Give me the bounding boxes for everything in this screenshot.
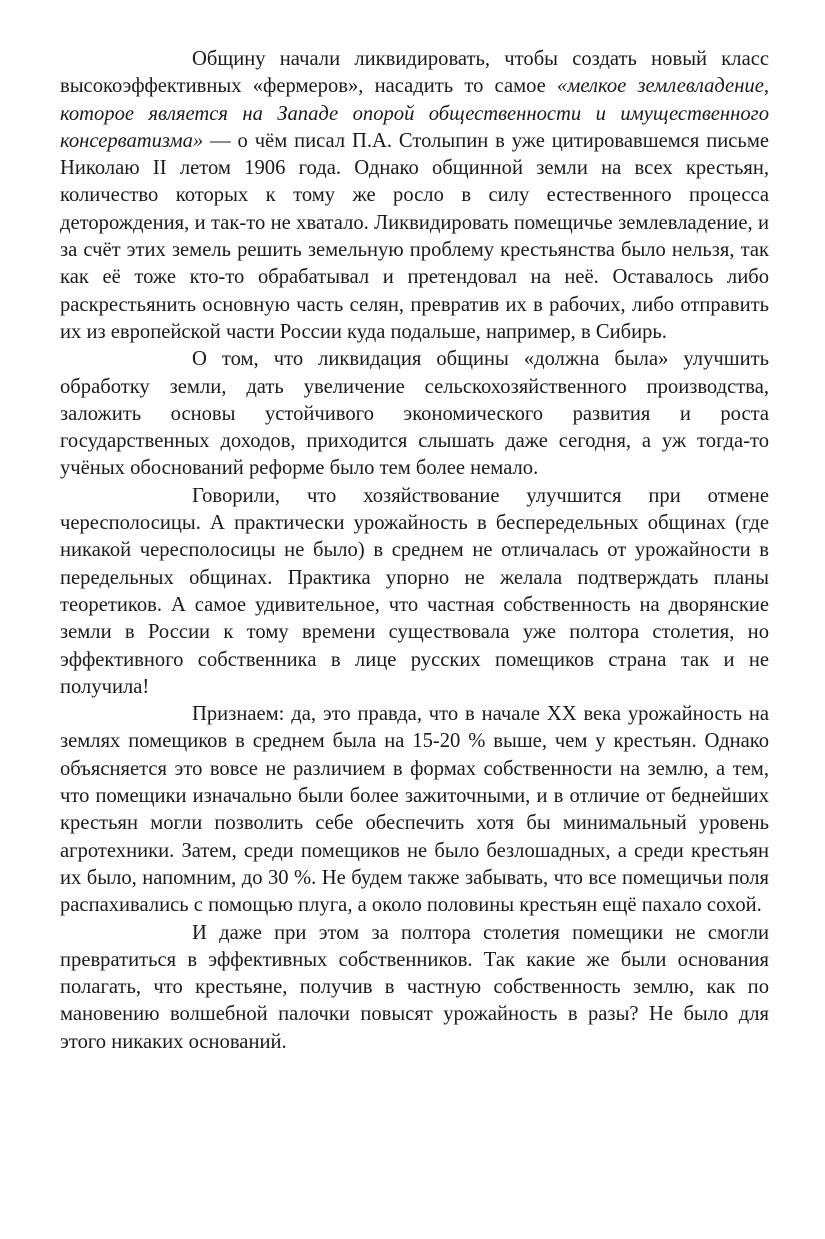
- document-page: [60, 46, 769, 1056]
- paragraph-3: Говорили, что хозяйствование улучшится при отмене чересполосицы. А практически урожайность в беспередельных общинах (где никакой чересполосицы не было) в среднем не отличалась от урожайности в передельных общинах. Практика упорно не желала подтверждать планы теоретиков. А самое удивительное, что частная собственность на дворянские земли в России к тому времени существовала уже полтора столетия, но эффективного собственника в лице русских помещиков страна так и не получила!: [60, 484, 769, 698]
- paragraph-1-quote: «мелкое землевладение, которое является на Западе опорой общественности и имущественного консерватизма»: [60, 75, 770, 152]
- paragraph-1-text-start: Общину начали ликвидировать, чтобы создать новый класс высокоэффективных «фермеров», насадить то самое: [60, 48, 769, 98]
- paragraph-5: И даже при этом за полтора столетия помещики не смогли превратиться в эффективных собственников. Так какие же были основания полагать, что крестьяне, получив в частную собственность землю, как по мановению волшебной палочки повысят урожайность в разы? Не было для этого никаких оснований.: [60, 921, 769, 1053]
- paragraph-1: [60, 46, 769, 346]
- paragraph-1-text-end: — о чём писал П.А. Столыпин в уже цитировавшемся письме Николаю II летом 1906 года. Однако общинной земли на всех крестьян, количество которых к тому же росло в силу естественного процесса деторождения, и так-то не хватало. Ликвидировать помещичье землевладение, и за счёт этих земель решить земельную проблему крестьянства было нельзя, так как её тоже кто-то обрабатывал и претендовал на неё. Оставалось либо раскрестьянить основную часть селян, превратив их в рабочих, либо отправить их из европейской части России куда подальше, например, в Сибирь.: [60, 129, 769, 343]
- paragraph-4: Признаем: да, это правда, что в начале XX века урожайность на землях помещиков в среднем была на 15-20 % выше, чем у крестьян. Однако объясняется это вовсе не различием в формах собственности на землю, а тем, что помещики изначально были более зажиточными, и в отличие от беднейших крестьян могли позволить себе обеспечить хотя бы минимальный уровень агротехники. Затем, среди помещиков не было безлошадных, а среди крестьян их было, напомним, до 30 %. Не будем также забывать, что все помещичьи поля распахивались с помощью плуга, а около половины крестьян ещё пахало сохой.: [60, 703, 769, 917]
- paragraph-2: О том, что ликвидация общины «должна была» улучшить обработку земли, дать увеличение сельскохозяйственного производства, заложить основы устойчивого экономического развития и роста государственных доходов, приходится слышать даже сегодня, а уж тогда-то учёных обоснований реформе было тем более немало.: [60, 348, 769, 480]
